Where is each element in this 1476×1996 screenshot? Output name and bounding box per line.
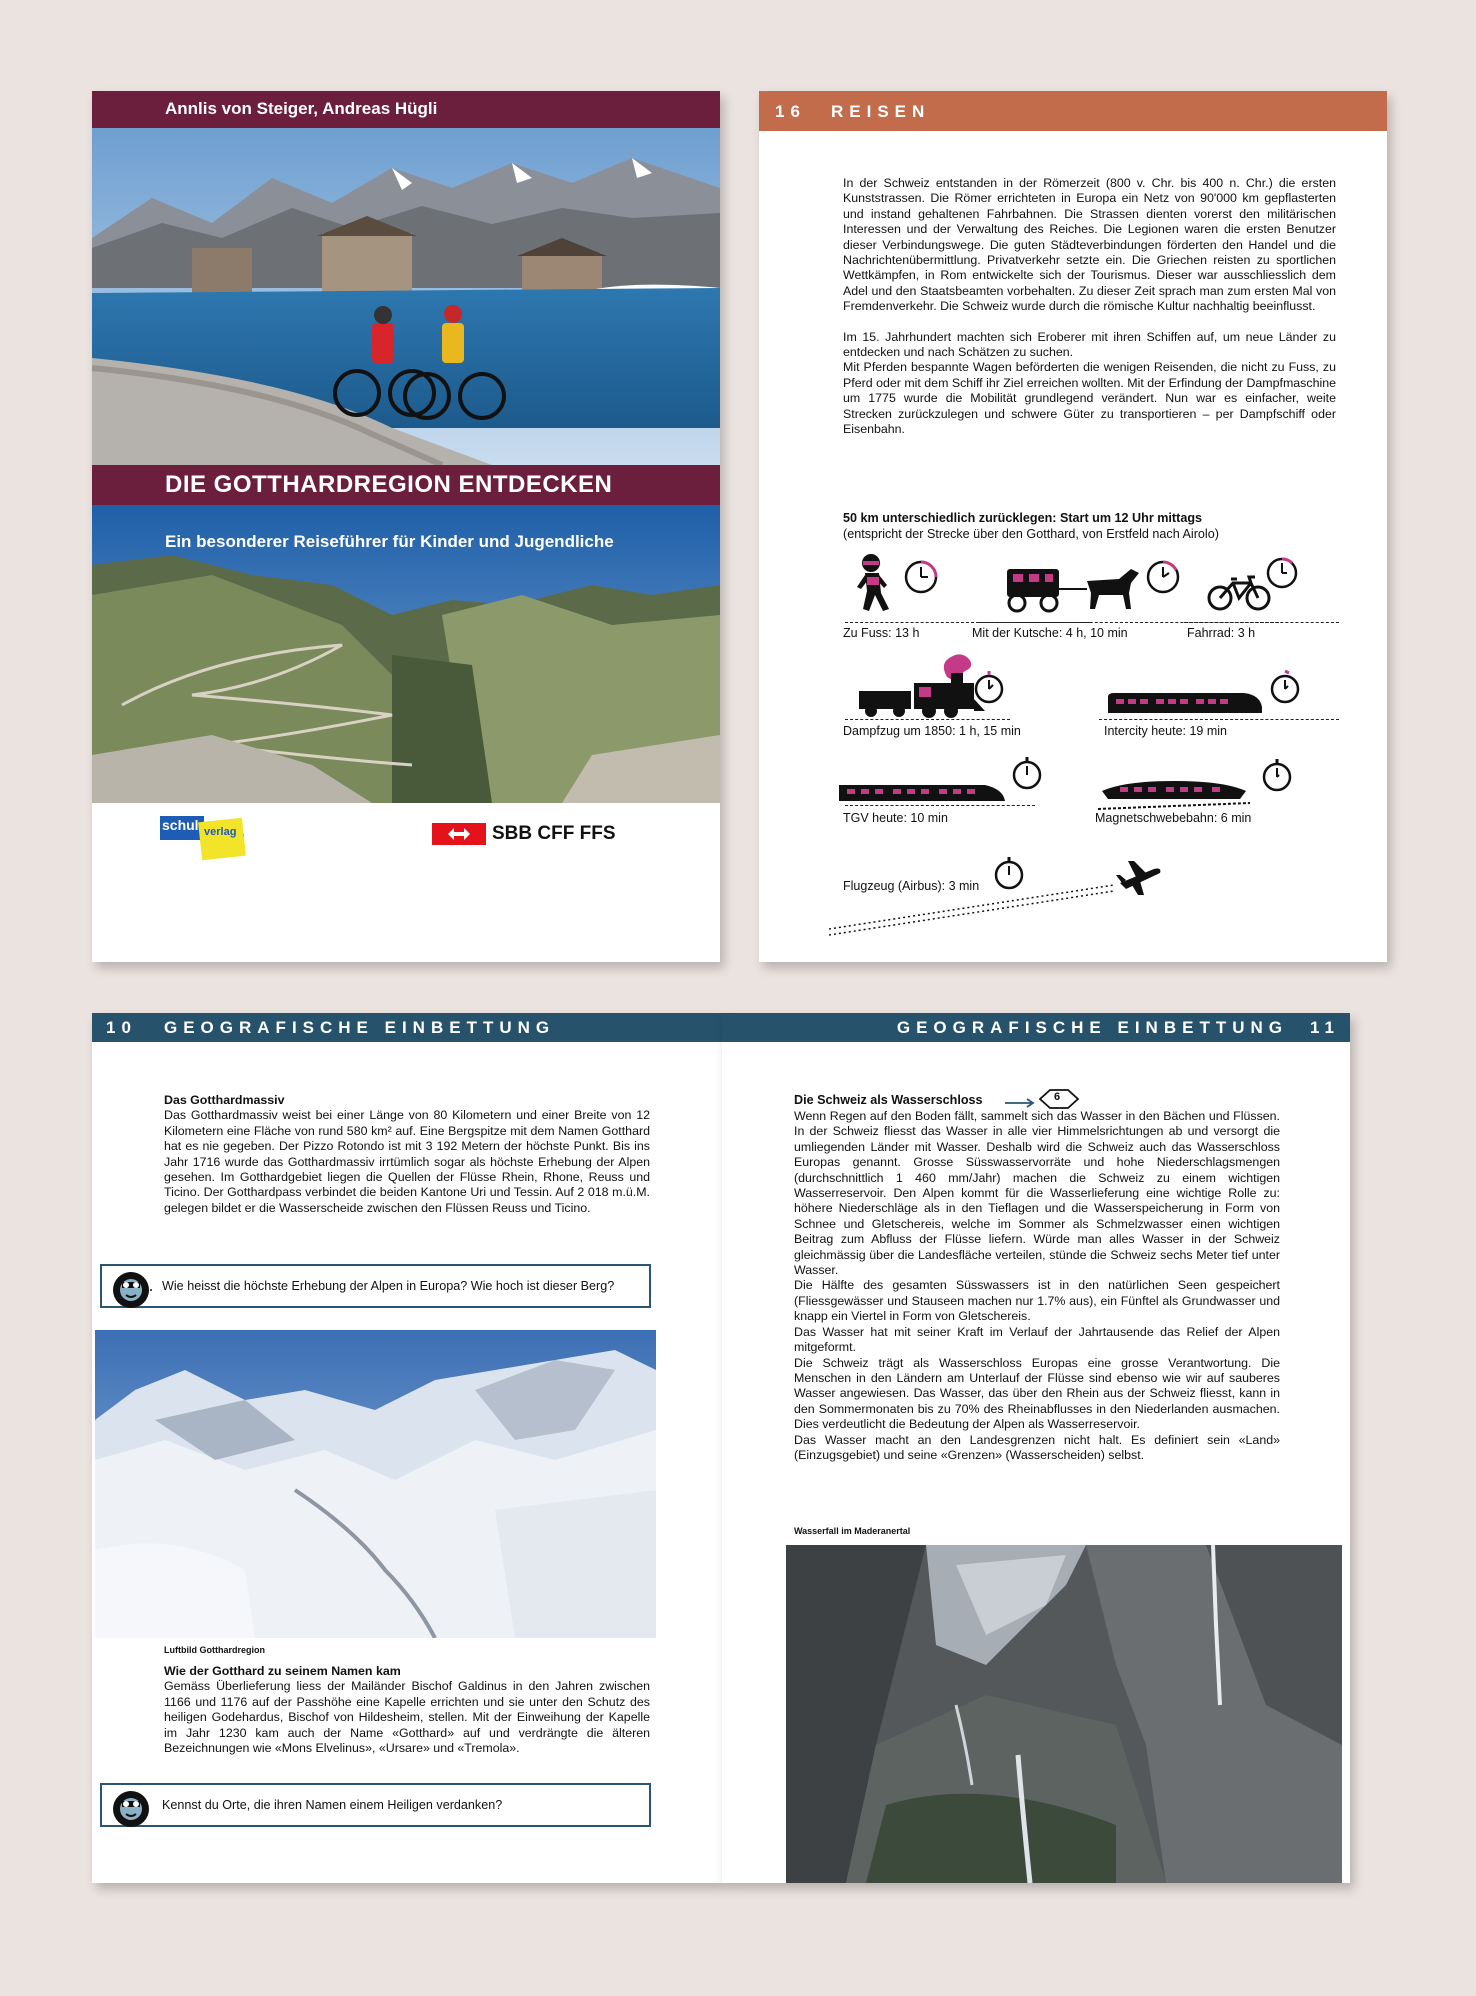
paragraph: In der Schweiz entstanden in der Römerzeit (800 v. Chr. bis 400 n. Chr.) die ersten Kunststrassen. Die Römer errichteten in Europa ein Netz von 90'000 km gepflasterten und instand gehaltenen Fahrbahnen. Die Strassen dienten vorerst den militärischen Interessen und der Verwaltung des Reiches. Die Legionen waren die ersten Benutzer dieser Verbindungswege. Die guten Städteverbindungen förderten den Handel und die Nachrichtenübermittlung. Privatverkehr setzte ein. Die Griechen reisten zu sportlichen Wettkämpfen, in Rom entwickelte sich der Tourismus. Dieser war ausschliesslich dem Adel und den Staatsbeamten vorbehalten. Zu dieser Zeit sprach man zum ersten Mal von Fremdenverkehr. Die Schweiz wurde durch die römische Kultur nachhaltig beeinflusst. (843, 176, 1336, 314)
photo-caption: Wasserfall im Maderanertal (794, 1526, 911, 1536)
paragraph: Das Wasser macht an den Landesgrenzen nicht halt. Es definiert sein «Land» (Einzugsgebiet) und seine «Grenzen» (Wasserscheiden) selbst. (794, 1432, 1280, 1462)
paragraph: Die Hälfte des gesamten Süsswassers ist in den natürlichen Seen gespeichert (Fliessgewässer und Stauseen machen nur 1.7% aus), ein Fünftel als Grundwasser und knapp ein Viertel in Form von Gletschereis. (794, 1278, 1280, 1324)
clock-icon (903, 557, 939, 595)
page-11-header (722, 1013, 1350, 1042)
row-rule (1099, 719, 1339, 720)
row-rule (845, 719, 1010, 720)
transport-label: TGV heute: 10 min (843, 811, 948, 825)
paragraph: Im 15. Jahrhundert machten sich Eroberer mit ihren Schiffen auf, um neue Länder zu entdecken und nach Schätzen zu suchen. (843, 329, 1336, 360)
page-10-header (92, 1013, 722, 1042)
transport-label: Zu Fuss: 13 h (843, 626, 920, 640)
page-10-section-1 (164, 1093, 650, 1216)
kid-face-icon (110, 1268, 152, 1315)
paragraph: Die Schweiz trägt als Wasserschloss Europas eine grosse Verantwortung. Die Menschen in den Ländern am Unterlauf der Flüsse sind ebenso wie wir auf sauberes Wasser angewiesen. Das Wasser, das über den Rhein aus der Schweiz fliesst, kann in den Sommermonaten bis zu 70% des Rheinabflusses in den Niederlanden ausmachen. Dies verdeutlicht die Bedeutung der Alpen als Wasserreservoir. (794, 1355, 1280, 1432)
flight-path-icon (829, 867, 1119, 937)
transport-label: Magnetschwebebahn: 6 min (1095, 811, 1252, 825)
sbb-logo (432, 823, 652, 853)
sbb-logo-text: SBB CFF FFS (492, 823, 616, 844)
maglev-icon (1094, 777, 1254, 813)
cover-subtitle: Ein besonderer Reiseführer für Kinder und Jugendliche (165, 532, 614, 551)
paragraph: Das Wasser hat mit seiner Kraft im Verlauf der Jahrtausende das Relief der Alpen mitgeformt. (794, 1324, 1280, 1355)
tgv-icon (835, 781, 1007, 805)
snow-aerial-photo (95, 1330, 656, 1638)
page-11 (722, 1013, 1350, 1883)
cover-photo-cyclists (92, 128, 720, 465)
infographic-title: 50 km unterschiedlich zurücklegen: Start um 12 Uhr mittags (843, 511, 1203, 525)
cover-title-band (92, 465, 720, 505)
infographic-subtitle: (entspricht der Strecke über den Gotthard, von Erstfeld nach Airolo) (843, 527, 1219, 541)
paragraph: Wenn Regen auf den Boden fällt, sammelt sich das Wasser in den Bächen und Flüssen. In der Schweiz fliesst das Wasser in alle vier Himmelsrichtungen ab und versorgt die umliegenden Länder mit Wasser. Deshalb wird die Schweiz auch das Wasserschloss Europas genannt. Grosse Süsswasservorräte und hohe Niederschlagsmengen (durchschnittlich 1 460 mm/Jahr) machen die Schweiz zu einem wichtigen Wasserreservoir. Den Alpen kommt für die Wasserlieferung eine wichtige Rolle zu: höhere Niederschläge als in den Tieflagen und die Wasserspeicherung in Form von Schnee und Gletschereis, welche im Sommer als Schmelzwasser einen wichtigen Beitrag zum Abfluss der Flüsse liefern. Würde man alles Wasser in der Schweiz gleichmässig über die Landesfläche verteilen, stünde die Schweiz sechs Meter tief unter Wasser. (794, 1109, 1280, 1278)
page-number: 10 (106, 1018, 137, 1037)
question-box (100, 1783, 651, 1827)
question-box (100, 1264, 651, 1308)
page-11-body (794, 1109, 1280, 1463)
cover-author-band (92, 91, 720, 128)
question-text: Wie heisst die höchste Erhebung der Alpen in Europa? Wie hoch ist dieser Berg? (162, 1279, 615, 1293)
section-title: GEOGRAFISCHE EINBETTUNG (896, 1018, 1288, 1037)
lake-cyclists-illustration (92, 128, 720, 465)
paragraph: Gemäss Überlieferung liess der Mailänder Bischof Galdinus in den Jahren zwischen 1166 und 1176 auf der Passhöhe eine Kapelle errichten und sie unter den Schutz des heiligen Godehardus, Bischof von Hildesheim, stellen. Mit der Einweihung der Kapelle im Jahr 1230 kam auch der Name «Gotthard» auf und verdrängte die älteren Bezeichnungen wie «Mons Elvelinus», «Ursare» und «Tremola». (164, 1679, 650, 1756)
section-heading: Wie der Gotthard zu seinem Namen kam (164, 1664, 401, 1678)
reference-number: 6 (1054, 1091, 1061, 1103)
section-title: REISEN (831, 102, 931, 121)
transport-label: Intercity heute: 19 min (1104, 724, 1227, 738)
page-10-section-2 (164, 1664, 650, 1756)
page-number: 11 (1310, 1018, 1340, 1037)
kid-face-icon (110, 1787, 152, 1834)
steam-train-icon (859, 649, 989, 719)
row-rule (845, 805, 1035, 806)
page-16-reisen (759, 91, 1387, 962)
cover-title: DIE GOTTHARDREGION ENTDECKEN (165, 471, 613, 498)
row-rule (1184, 622, 1339, 623)
schulverlag-logo-bottom: verlag (204, 826, 237, 838)
airplane-icon (1114, 857, 1162, 897)
transport-label: Fahrrad: 3 h (1187, 626, 1256, 640)
snowy-mountains-illustration (95, 1330, 656, 1638)
reference-badge (1038, 1088, 1080, 1110)
waterfall-illustration (786, 1545, 1342, 1883)
question-text: Kennst du Orte, die ihren Namen einem Heiligen verdanken? (162, 1798, 503, 1812)
section-heading: Das Gotthardmassiv (164, 1093, 285, 1107)
page-16-body (843, 176, 1336, 438)
clock-icon (1259, 757, 1295, 795)
transport-label: Flugzeug (Airbus): 3 min (843, 879, 980, 893)
page-10 (92, 1013, 722, 1883)
photo-caption: Luftbild Gotthardregion (164, 1645, 265, 1655)
sbb-logo-arrow-icon (432, 823, 486, 845)
paragraph: Mit Pferden bespannte Wagen beförderten die wenigen Reisenden, die nicht zu Fuss, zu Pferd oder mit dem Schiff ihr Ziel erreichen wollten. Mit der Erfindung der Dampfmaschine um 1775 wurde die Mobilität grundlegend verändert. Nun war es einfacher, weite Strecken zurückzulegen und schwere Güter zu transportieren – per Dampfschiff oder Eisenbahn. (843, 360, 1336, 437)
bicycle-icon (1207, 573, 1271, 611)
intercity-icon (1104, 691, 1264, 717)
waterfall-photo (786, 1545, 1342, 1883)
transport-label: Mit der Kutsche: 4 h, 10 min (972, 626, 1128, 640)
paragraph: Das Gotthardmassiv weist bei einer Länge von 80 Kilometern und einer Breite von 12 Kilometern eine Fläche von rund 580 km² auf. Eine Bergspitze mit dem Namen Gotthard hat es nie gegeben. Der Pizzo Rotondo ist mit 3 192 Metern der höchste Punkt. Bis ins Jahr 1716 wurde das Gotthardmassiv irrtümlich sogar als höchste Erhebung der Alpen gesehen. Im Gotthardgebiet liegen die Quellen der Flüsse Rhein, Rhone, Reuss und Ticino. Der Gotthardpass verbindet die beiden Kantone Uri und Tessin. Auf 2 018 m.ü.M. gelegen bildet er die Wasserscheide zwischen den Flüssen Reuss und Ticino. (164, 1108, 650, 1215)
walker-icon (851, 553, 901, 613)
clock-icon (971, 669, 1007, 707)
page-16-header (759, 91, 1387, 131)
carriage-icon (999, 563, 1149, 613)
schulverlag-logo (160, 816, 244, 858)
cover-page (92, 91, 720, 962)
page-number: 16 (775, 102, 806, 121)
section-heading: Die Schweiz als Wasserschloss (794, 1093, 983, 1107)
cover-authors: Annlis von Steiger, Andreas Hügli (165, 99, 438, 118)
schulverlag-logo-top: schul (162, 817, 199, 833)
transport-label: Dampfzug um 1850: 1 h, 15 min (843, 724, 1021, 738)
clock-icon (1145, 557, 1181, 595)
section-title: GEOGRAFISCHE EINBETTUNG (164, 1018, 556, 1037)
clock-icon (1264, 553, 1300, 591)
clock-icon (1267, 669, 1303, 707)
clock-icon (1009, 755, 1045, 793)
